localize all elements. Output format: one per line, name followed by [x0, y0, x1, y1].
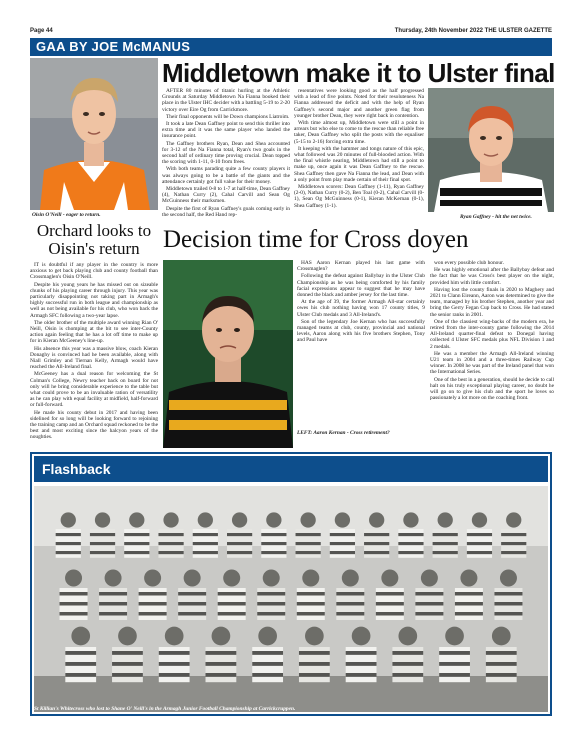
jersey-stripe: [56, 533, 81, 536]
jersey-stripe: [392, 662, 423, 666]
jersey-stripe: [439, 673, 470, 677]
jersey-stripe: [158, 533, 183, 536]
player-head: [71, 627, 90, 646]
jersey-stripe: [415, 612, 443, 616]
paragraph: Following the defeat against Ballybay in the Ulster Club Championship as he was being comforted by his family facial expressions appear to suggest that he may have donned the black and amber jersey for the last time.: [297, 273, 425, 299]
player-head: [95, 512, 110, 527]
jersey-stripe: [112, 662, 143, 666]
jersey-stripe: [139, 592, 167, 596]
jersey-stripe: [193, 533, 218, 536]
jersey-stripe: [124, 533, 149, 536]
jersey-stripe: [296, 542, 321, 545]
paragraph: He made his county debut in 2017 and having been sidelined for so long will be looking forward to rejoining the training camp and an Orchard squad reckoned to be the best and most exciting since the halcyon years of the noughties.: [30, 409, 158, 441]
jersey-stripe: [501, 533, 526, 536]
jersey-stripe: [56, 542, 81, 545]
jersey-stripe: [193, 542, 218, 545]
jersey-stripe: [501, 542, 526, 545]
paragraph: AFTER 80 minutes of titanic hurling at the Athletic Grounds at Saturday Middletown Na Fianna booked their place in the Ulster IHC decider with a battling 5-19 to 2-20 victory over Eire Og from Carrickmore.: [162, 88, 290, 113]
jersey-stripe: [261, 542, 286, 545]
player-head: [198, 512, 213, 527]
photo-aaron-kernan: [163, 260, 293, 448]
jersey-stripe: [99, 602, 127, 606]
paragraph: Middletown trailed 0-8 to 1-7 at half-time, Dean Gaffney (4), Nathan Curry (2), Cahal Carvill and Sean Og McGuinness their marksmen.: [162, 186, 290, 205]
jersey-stripe: [455, 592, 483, 596]
page-number: Page 44: [30, 28, 53, 34]
paragraph: He was highly emotional after the Ballybay defeat and the fact that he was Cross's best player on the night, provided him with little comfort.: [430, 267, 554, 286]
jersey-stripe: [501, 551, 526, 554]
jersey-stripe: [227, 533, 252, 536]
jersey-stripe: [257, 612, 285, 616]
paper-date: Thursday, 24th November 2022 THE ULSTER GAZETTE: [394, 28, 552, 34]
jersey-stripe: [398, 533, 423, 536]
flashback-caption: St Killian's Whitecross who lost to Shane O' Neill's in the Armagh Junior Football Championship at Carrickcruppen.: [34, 706, 296, 712]
jersey-stripe: [296, 551, 321, 554]
jersey-stripe: [455, 602, 483, 606]
jersey-stripe: [159, 673, 190, 677]
jersey-stripe: [218, 592, 246, 596]
photo-oisin-oneill: [30, 58, 158, 210]
jersey-stripe: [299, 673, 330, 677]
jersey-stripe: [467, 551, 492, 554]
photo-team-flashback: [34, 486, 548, 712]
jersey-stripe: [139, 602, 167, 606]
jersey-stripe: [65, 651, 96, 655]
story3-column-1: [297, 260, 425, 426]
jersey-stripe: [297, 592, 325, 596]
player-head: [118, 627, 137, 646]
jersey-stripe: [257, 592, 285, 596]
jersey-stripe: [467, 542, 492, 545]
paragraph: Son of the legendary Joe Kernan who has successfully managed teams at club, county, provincial and national levels, Aaron along with his five brothers Stephen, Tony and Paul have: [297, 318, 425, 344]
paragraph: With both teams parading quite a few county players it was always going to be a battle of the giants and the attendance certainly got full value for their money.: [162, 166, 290, 185]
player-head: [445, 627, 464, 646]
paragraph: Middletown scorers: Dean Gaffney (1-11), Ryan Gaffney (2-0), Nathan Curry (0-2), Ben Toal (0-2), Cahal Carvill (0-1), Sean Og McGuinness (0-1), Kieran McKernan (0-1), Shea Gaffney (1-1).: [294, 184, 424, 209]
jersey-stripe: [433, 551, 458, 554]
headline-decision-time: Decision time for Cross doyen: [163, 226, 469, 253]
paragraph: He was a member the Armagh All-Ireland winning U21 team in 2004 and a three-times Railway Cup winner. In 2008 he was part of the Ireland panel that won the International Series.: [430, 350, 554, 376]
paragraph: resentatives were looking good as the half progressed with a lead of five points. Noted for their resoluteness Na Fianna addressed the deficit and with the help of Ryan Gaffney's second major and another green flag from younger brother Dean, they were right back in contention.: [294, 88, 424, 119]
jersey-stripe: [297, 602, 325, 606]
jersey-stripe: [218, 612, 246, 616]
jersey-stripe: [218, 602, 246, 606]
jersey-stripe: [60, 592, 88, 596]
flashback-title: Flashback: [34, 456, 548, 482]
jersey-stripe: [376, 612, 404, 616]
jersey-stripe: [486, 662, 517, 666]
flashback-box: [30, 452, 552, 716]
caption-aaron: LEFT: Aaron Kernan - Cross retirement?: [297, 430, 390, 436]
jersey-stripe: [364, 533, 389, 536]
paragraph: IT is doubtful if any player in the country is more anxious to get back playing club and county football than Crossmaglen's Oisin O'Neill.: [30, 262, 158, 281]
jersey-stripe: [330, 542, 355, 545]
jersey-stripe: [392, 673, 423, 677]
jersey-stripe: [257, 602, 285, 606]
jersey-stripe: [159, 651, 190, 655]
player-head: [266, 512, 281, 527]
caption-oisin: Oisin O'Neill - eager to return.: [32, 212, 101, 218]
paragraph: His absence this year was a massive blow, coach Kieran Donaghy is convinced had he been available, along with Niall Grimley and Tiernan Kelly, Armagh would have reached the All-Ireland final.: [30, 345, 158, 371]
player-head: [184, 570, 201, 587]
jersey-stripe: [336, 612, 364, 616]
jersey-stripe: [158, 542, 183, 545]
jersey-stripe: [261, 533, 286, 536]
paragraph: One of the best in a generation, should he decide to call halt on his truly exceptional playing career, no doubt he will go on to give his club and the sport he loves so passionately a lot more on the coaching front.: [430, 376, 554, 402]
paragraph: It keeping with the hammer and tongs nature of this epic, what followed was 20 minutes of full-blooded action. With the final whistle nearing, Middletown had still a point to make up, once again it was Dean Gaffney to the rescue. Shea Gaffney then gave Na Fianna the lead, and Dean with a only point from play made certain of their final spot.: [294, 145, 424, 183]
paragraph: HAS Aaron Kernan played his last game with Crossmaglen?: [297, 260, 425, 273]
jersey-stripe: [415, 602, 443, 606]
player-head: [460, 570, 477, 587]
jersey-stripe: [139, 612, 167, 616]
jersey-stripe: [99, 612, 127, 616]
headline-orchard: Orchard looks to Oisin's return: [36, 221, 152, 258]
jersey-stripe: [433, 542, 458, 545]
jersey-stripe: [178, 612, 206, 616]
jersey-stripe: [486, 651, 517, 655]
story2-column: [30, 262, 158, 448]
player-head: [403, 512, 418, 527]
jersey-stripe: [376, 592, 404, 596]
paragraph: At the age of 39, the former Armagh All-star certainly owes his club nothing having won 17 county titles, 9 Ulster Club medals and 3 All-Ireland's.: [297, 299, 425, 318]
jersey-stripe: [178, 602, 206, 606]
player-head: [472, 512, 487, 527]
jersey-stripe: [252, 651, 283, 655]
jersey-stripe: [346, 651, 377, 655]
jersey-stripe: [124, 551, 149, 554]
paragraph: Despite the first of Ryan Gaffney's goals coming early in the second half, the Red Hand rep-: [162, 205, 290, 218]
paragraph: With time almost up, Middletown were still a point in arrears but who else to come to the rescue than reliable free taker, Dean Gaffney who split the posts with the equaliser (5-15 to 2-16) forcing extra time.: [294, 120, 424, 145]
paragraph: won every possible club honour.: [434, 260, 504, 266]
section-banner: GAA BY JOE McMANUS: [30, 38, 552, 56]
jersey-stripe: [206, 662, 237, 666]
player-head: [335, 512, 350, 527]
player-head: [163, 512, 178, 527]
paragraph: Despite his young years he has missed out on sizeable chunks of his playing career through injury. This year was particularly disappointing not taking part in Armagh's highly successful run in both league and championship as well as not being available for his club, who won back the Armagh SFC following a two-year lapse.: [30, 281, 158, 319]
jersey-stripe: [193, 551, 218, 554]
jersey-stripe: [227, 551, 252, 554]
player-head: [381, 570, 398, 587]
jersey-stripe: [494, 612, 522, 616]
player-head: [398, 627, 417, 646]
jersey-stripe: [330, 533, 355, 536]
jersey-stripe: [439, 662, 470, 666]
jersey-stripe: [415, 592, 443, 596]
player-head: [212, 627, 231, 646]
jersey-stripe: [60, 602, 88, 606]
player-head: [144, 570, 161, 587]
jersey-stripe: [398, 551, 423, 554]
player-head: [61, 512, 76, 527]
jersey-stripe: [252, 673, 283, 677]
jersey-stripe: [330, 551, 355, 554]
player-head: [506, 512, 521, 527]
story3-column-2: [430, 260, 554, 448]
jersey-stripe: [455, 612, 483, 616]
jersey-stripe: [158, 551, 183, 554]
player-head: [302, 570, 319, 587]
paragraph: Their final opponents will be Down champions Liatroim.: [166, 113, 290, 120]
player-head: [300, 512, 315, 527]
player-head: [369, 512, 384, 527]
jersey-stripe: [261, 551, 286, 554]
jersey-stripe: [56, 551, 81, 554]
paragraph: It took a late Dean Gaffney point to send this thriller into extra time and it was the same player who landed the insurance point.: [162, 121, 290, 140]
player-head: [500, 570, 517, 587]
jersey-stripe: [65, 673, 96, 677]
jersey-stripe: [112, 651, 143, 655]
jersey-stripe: [299, 662, 330, 666]
player-head: [129, 512, 144, 527]
caption-ryan: Ryan Gaffney - hit the net twice.: [460, 214, 532, 220]
paragraph: Having lost the county finals in 2020 to Maghery and 2021 to Clann Eireann, Aaron was determined to give the team, managed by his brother Stephen, another year and bring the Gerry Fegan Cup back to Cross. He had stated the senior ranks in 2001.: [430, 286, 554, 318]
jersey-stripe: [60, 612, 88, 616]
jersey-stripe: [206, 651, 237, 655]
paragraph: The Gaffney brothers Ryan, Dean and Shea accounted for 3-12 of the Na Fianna total, Ryan's two goals in the second half of ordinary time proving crucial. Dean topped the scoring with 1-11, 0-10 from frees.: [162, 140, 290, 166]
story1-column-1: [162, 88, 290, 222]
jersey-stripe: [159, 662, 190, 666]
player-head: [223, 570, 240, 587]
jersey-stripe: [486, 673, 517, 677]
player-head: [438, 512, 453, 527]
jersey-stripe: [252, 662, 283, 666]
page-header: [30, 26, 552, 36]
player-head: [165, 627, 184, 646]
jersey-stripe: [299, 651, 330, 655]
jersey-stripe: [364, 542, 389, 545]
jersey-stripe: [398, 542, 423, 545]
jersey-stripe: [336, 602, 364, 606]
player-head: [352, 627, 371, 646]
jersey-stripe: [467, 533, 492, 536]
player-head: [421, 570, 438, 587]
player-head: [105, 570, 122, 587]
jersey-stripe: [494, 592, 522, 596]
player-head: [232, 512, 247, 527]
jersey-stripe: [90, 551, 115, 554]
player-head: [258, 627, 277, 646]
jersey-stripe: [297, 612, 325, 616]
player-head: [65, 570, 82, 587]
jersey-stripe: [494, 602, 522, 606]
jersey-stripe: [392, 651, 423, 655]
player-head: [263, 570, 280, 587]
player-head: [492, 627, 511, 646]
paragraph: One of the classiest wing-backs of the modern era, he retired from the inter-county game following the 2014 All-Ireland quarter-final defeat to Donegal having collected 4 Ulster SFC medals plus NFL Division 1 and 2 medals.: [430, 318, 554, 350]
player-head: [342, 570, 359, 587]
jersey-stripe: [124, 542, 149, 545]
headline-middletown: Middletown make it to Ulster final: [162, 58, 555, 88]
paragraph: McGeeney has a dual reason for welcoming the St Colman's College, Newry teacher back on board for not only will he bring considerable experience to the table but what could prove to be an invaluable ration of versatility as he can play with equal facility at midfield, half-forward or full-forward.: [30, 371, 158, 409]
paragraph: The older brother of the multiple award winning Rian O' Neill, Oisin is chomping at the bit to see inter-County action again feeling that he has a lot off time to make up for in Kieran McGeeney's line-up.: [30, 319, 158, 345]
player-head: [305, 627, 324, 646]
jersey-stripe: [227, 542, 252, 545]
jersey-stripe: [433, 533, 458, 536]
jersey-stripe: [178, 592, 206, 596]
jersey-stripe: [439, 651, 470, 655]
jersey-stripe: [296, 533, 321, 536]
jersey-stripe: [206, 673, 237, 677]
jersey-stripe: [112, 673, 143, 677]
photo-ryan-gaffney: [428, 88, 554, 212]
jersey-stripe: [364, 551, 389, 554]
jersey-stripe: [65, 662, 96, 666]
jersey-stripe: [99, 592, 127, 596]
jersey-stripe: [90, 542, 115, 545]
jersey-stripe: [90, 533, 115, 536]
story1-column-2: [294, 88, 424, 222]
jersey-stripe: [346, 662, 377, 666]
jersey-stripe: [376, 602, 404, 606]
jersey-stripe: [336, 592, 364, 596]
jersey-stripe: [346, 673, 377, 677]
